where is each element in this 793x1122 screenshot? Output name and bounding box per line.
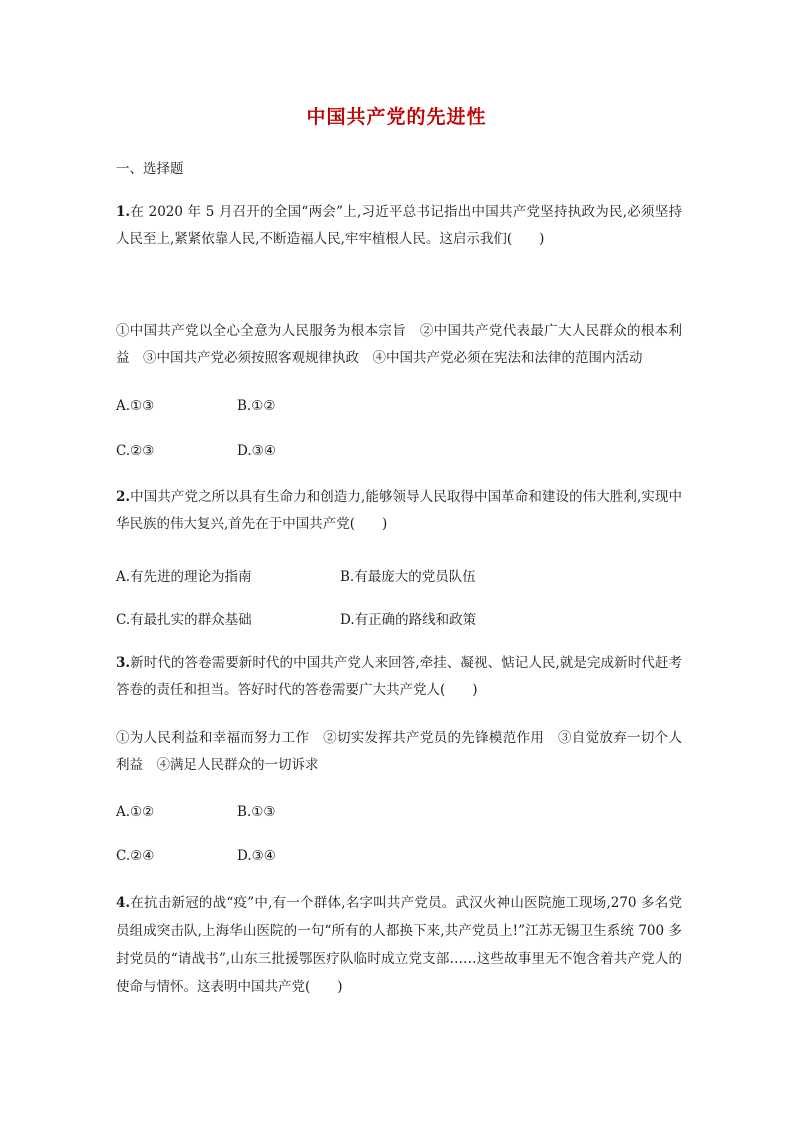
question-2-stem: [116, 484, 682, 538]
question-2-option-d: D.有正确的路线和政策: [340, 612, 477, 628]
question-3-statements: ①为人民利益和幸福而努力工作 ②切实发挥共产党员的先锋模范作用 ③自觉放弃一切个人利益 ④满足人民群众的一切诉求: [116, 730, 682, 773]
question-number: 1.: [116, 204, 131, 220]
question-1-option-c: C.②③: [116, 443, 155, 459]
question-3-option-a: A.①②: [116, 804, 155, 820]
question-text: 新时代的答卷需要新时代的中国共产党人来回答,牵挂、凝视、惦记人民,就是完成新时代赶考答卷的责任和担当。答好时代的答卷需要广大共产党人( ): [116, 655, 682, 698]
question-number: 4.: [116, 895, 131, 911]
question-3-option-d: D.③④: [237, 848, 276, 864]
question-1-stem: [116, 199, 682, 253]
question-number: 2.: [116, 489, 131, 505]
question-text: 中国共产党之所以具有生命力和创造力,能够领导人民取得中国革命和建设的伟大胜利,实现中华民族的伟大复兴,首先在于中国共产党( ): [116, 489, 682, 532]
question-2-option-c: C.有最扎实的群众基础: [116, 612, 252, 628]
question-text: 在抗击新冠的战“疫”中,有一个群体,名字叫共产党员。武汉火神山医院施工现场,270 多名党员组成突击队,上海华山医院的一句“所有的人都换下来,共产党员上!”江苏无锡卫生系统 700 多封党员的“请战书”,山东三批援鄂医疗队临时成立党支部……这些故事里无不饱含着共产党人的使命与情怀。这表明中国共产党( ): [116, 895, 682, 995]
question-number: 3.: [116, 655, 131, 671]
question-1-option-b: B.①②: [237, 398, 276, 414]
question-2-option-a: A.有先进的理论为指南: [116, 569, 252, 585]
question-text: 在 2020 年 5 月召开的全国“两会”上,习近平总书记指出中国共产党坚持执政为民,必须坚持人民至上,紧紧依靠人民,不断造福人民,牢牢植根人民。这启示我们( ): [116, 204, 682, 247]
question-3-option-b: B.①③: [237, 804, 276, 820]
question-2-option-b: B.有最庞大的党员队伍: [340, 569, 476, 585]
question-1-option-d: D.③④: [237, 443, 276, 459]
section-heading: 一、选择题: [116, 161, 184, 177]
question-1-option-a: A.①③: [116, 398, 155, 414]
page-title: 中国共产党的先进性: [306, 106, 487, 128]
question-1-statements: ①中国共产党以全心全意为人民服务为根本宗旨 ②中国共产党代表最广大人民群众的根本利益 ③中国共产党必须按照客观规律执政 ④中国共产党必须在宪法和法律的范围内活动: [116, 323, 682, 366]
question-3-option-c: C.②④: [116, 848, 155, 864]
question-4-stem: [116, 889, 682, 1001]
question-3-stem: [116, 650, 682, 704]
